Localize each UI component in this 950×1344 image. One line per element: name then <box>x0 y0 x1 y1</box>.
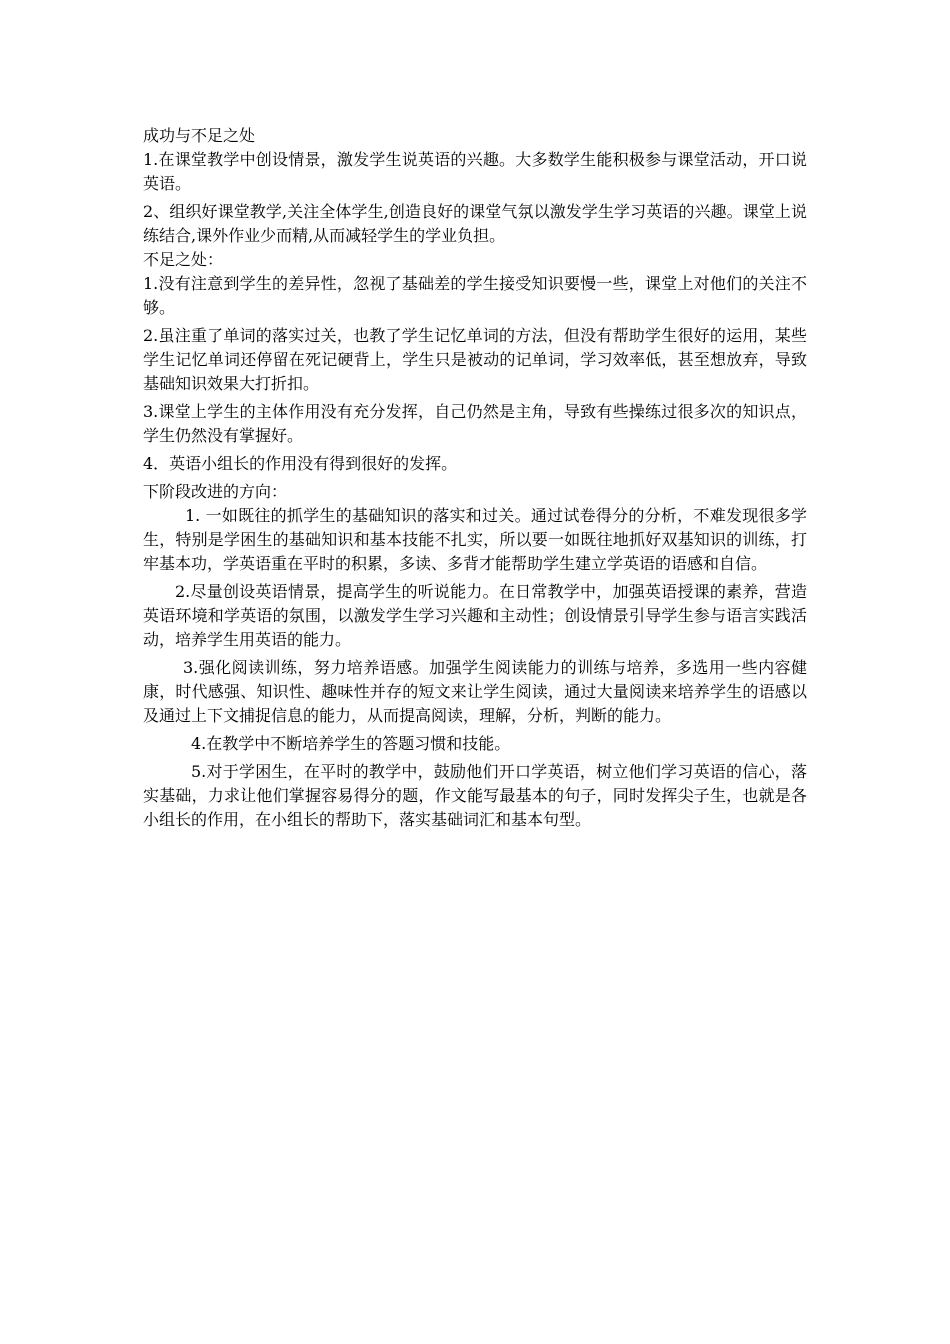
shortcoming-item-3: 3.课堂上学生的主体作用没有充分发挥，自己仍然是主角，导致有些操练过很多次的知识点，学生仍然没有掌握好。 <box>143 402 807 445</box>
improvement-item-3: 3.强化阅读训练，努力培养语感。加强学生阅读能力的训练与培养，多选用一些内容健康，时代感强、知识性、趣味性并存的短文来让学生阅读，通过大量阅读来培养学生的语感以及通过上下文捕捉信息的能力，从而提高阅读，理解，分析，判断的能力。 <box>143 658 807 725</box>
success-item-2: 2、组织好课堂教学,关注全体学生,创造良好的课堂气氛以激发学生学习英语的兴趣。课堂上说练结合,课外作业少而精,从而减轻学生的学业负担。 <box>143 202 807 245</box>
improvement-item-4: 4.在教学中不断培养学生的答题习惯和技能。 <box>191 734 511 753</box>
heading-success: 成功与不足之处 <box>143 126 256 145</box>
document-body <box>143 124 807 832</box>
shortcoming-item-1: 1.没有注意到学生的差异性，忽视了基础差的学生接受知识要慢一些，课堂上对他们的关注不够。 <box>143 274 807 317</box>
heading-shortcomings: 不足之处： <box>143 250 224 269</box>
success-item-1: 1.在课堂教学中创设情景，激发学生说英语的兴趣。大多数学生能积极参与课堂活动，开口说英语。 <box>143 150 807 193</box>
shortcoming-item-2: 2.虽注重了单词的落实过关，也教了学生记忆单词的方法，但没有帮助学生很好的运用，某些学生记忆单词还停留在死记硬背上，学生只是被动的记单词，学习效率低，甚至想放弃，导致基础知识效果大打折扣。 <box>143 326 807 393</box>
improvement-item-5: 5.对于学困生，在平时的教学中，鼓励他们开口学英语，树立他们学习英语的信心，落实基础，力求让他们掌握容易得分的题，作文能写最基本的句子，同时发挥尖子生，也就是各小组长的作用，在小组长的帮助下，落实基础词汇和基本句型。 <box>143 762 807 829</box>
shortcoming-item-4: 4．英语小组长的作用没有得到很好的发挥。 <box>143 454 458 473</box>
heading-improvements: 下阶段改进的方向： <box>143 482 288 501</box>
improvement-item-1: 1. 一如既往的抓学生的基础知识的落实和过关。通过试卷得分的分析，不难发现很多学生，特别是学困生的基础知识和基本技能不扎实，所以要一如既往地抓好双基知识的训练，打牢基本功，学英语重在平时的积累，多读、多背才能帮助学生建立学英语的语感和自信。 <box>143 506 807 573</box>
improvement-item-2: 2.尽量创设英语情景，提高学生的听说能力。在日常教学中，加强英语授课的素养，营造英语环境和学英语的氛围，以激发学生学习兴趣和主动性；创设情景引导学生参与语言实践活动，培养学生用英语的能力。 <box>143 582 807 649</box>
